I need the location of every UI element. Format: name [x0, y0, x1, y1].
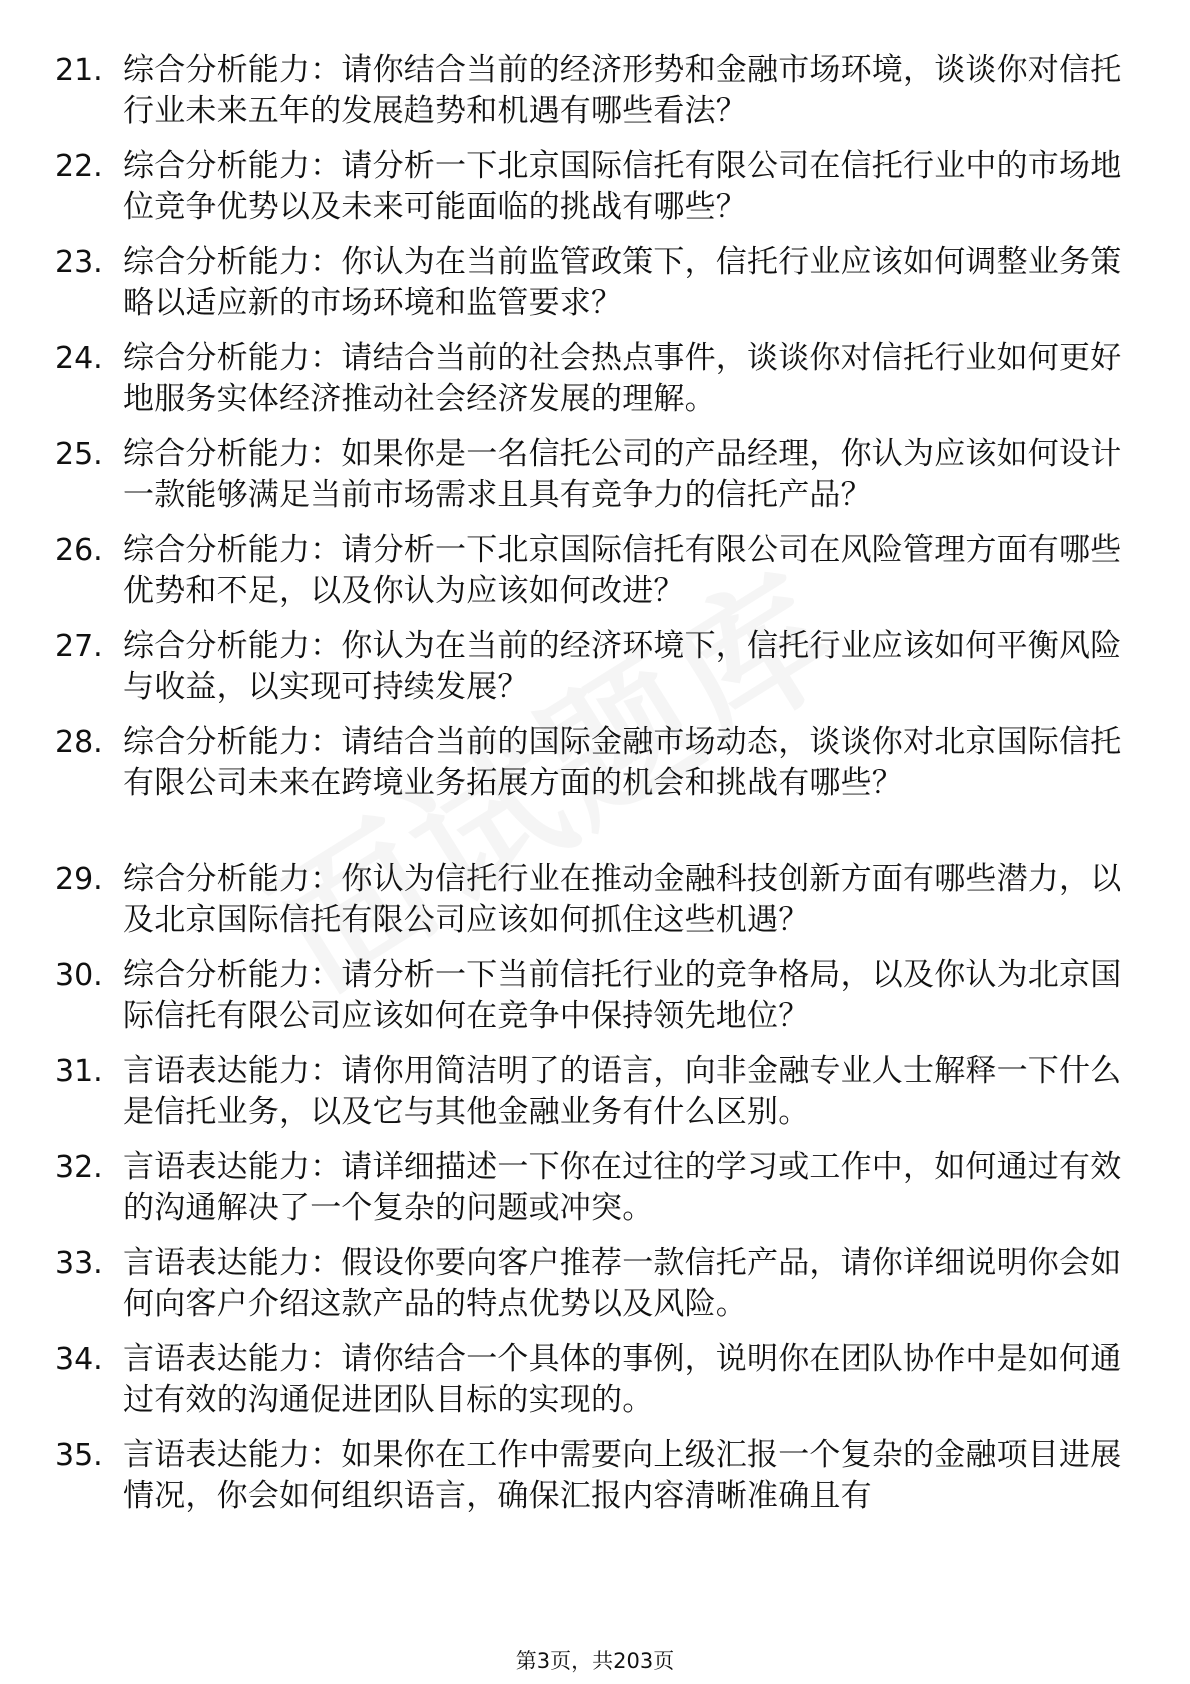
question-number: 32.: [55, 1150, 103, 1185]
question-list: [55, 50, 1135, 1525]
question-text: 综合分析能力：请结合当前的社会热点事件，谈谈你对信托行业如何更好地服务实体经济推动社会经济发展的理解。: [123, 340, 1122, 417]
question-number: 33.: [55, 1246, 103, 1281]
question-number: 28.: [55, 725, 103, 760]
question-number: 26.: [55, 533, 103, 568]
question-text: 综合分析能力：请分析一下北京国际信托有限公司在信托行业中的市场地位竞争优势以及未来可能面临的挑战有哪些？: [123, 148, 1122, 225]
question-text: 言语表达能力：请你结合一个具体的事例，说明你在团队协作中是如何通过有效的沟通促进团队目标的实现的。: [123, 1341, 1122, 1418]
question-number: 30.: [55, 958, 103, 993]
question-text: 综合分析能力：请你结合当前的经济形势和金融市场环境，谈谈你对信托行业未来五年的发展趋势和机遇有哪些看法？: [123, 52, 1122, 129]
question-item: [55, 1051, 1135, 1147]
question-item: [55, 722, 1135, 859]
question-number: 27.: [55, 629, 103, 664]
question-text: 言语表达能力：请详细描述一下你在过往的学习或工作中，如何通过有效的沟通解决了一个复杂的问题或冲突。: [123, 1149, 1122, 1226]
question-number: 25.: [55, 437, 103, 472]
question-text: 综合分析能力：你认为信托行业在推动金融科技创新方面有哪些潜力，以及北京国际信托有限公司应该如何抓住这些机遇？: [123, 861, 1122, 938]
page-footer: [0, 1648, 1190, 1674]
question-number: 24.: [55, 341, 103, 376]
question-item: [55, 626, 1135, 722]
question-item: [55, 859, 1135, 955]
question-number: 21.: [55, 53, 103, 88]
question-item: [55, 50, 1135, 146]
question-item: [55, 242, 1135, 338]
question-number: 29.: [55, 862, 103, 897]
question-item: [55, 530, 1135, 626]
question-text: 综合分析能力：请结合当前的国际金融市场动态，谈谈你对北京国际信托有限公司未来在跨境业务拓展方面的机会和挑战有哪些？: [123, 724, 1122, 801]
question-text: 言语表达能力：如果你在工作中需要向上级汇报一个复杂的金融项目进展情况，你会如何组织语言，确保汇报内容清晰准确且有: [123, 1437, 1122, 1514]
question-number: 34.: [55, 1342, 103, 1377]
question-item: [55, 1243, 1135, 1339]
question-text: 综合分析能力：如果你是一名信托公司的产品经理，你认为应该如何设计一款能够满足当前市场需求且具有竞争力的信托产品？: [123, 436, 1122, 513]
page-number-label: 第3页，共203页: [515, 1649, 675, 1673]
question-item: [55, 434, 1135, 530]
question-item: [55, 1339, 1135, 1435]
question-text: 言语表达能力：请你用简洁明了的语言，向非金融专业人士解释一下什么是信托业务，以及它与其他金融业务有什么区别。: [123, 1053, 1122, 1130]
question-item: [55, 955, 1135, 1051]
question-text: 综合分析能力：你认为在当前监管政策下，信托行业应该如何调整业务策略以适应新的市场环境和监管要求？: [123, 244, 1122, 321]
question-text: 综合分析能力：你认为在当前的经济环境下，信托行业应该如何平衡风险与收益，以实现可持续发展？: [123, 628, 1122, 705]
question-text: 综合分析能力：请分析一下当前信托行业的竞争格局，以及你认为北京国际信托有限公司应该如何在竞争中保持领先地位？: [123, 957, 1122, 1034]
question-number: 31.: [55, 1054, 103, 1089]
question-number: 23.: [55, 245, 103, 280]
question-item: [55, 146, 1135, 242]
question-number: 22.: [55, 149, 103, 184]
question-item: [55, 1147, 1135, 1243]
question-item: [55, 338, 1135, 434]
question-number: 35.: [55, 1438, 103, 1473]
question-text: 言语表达能力：假设你要向客户推荐一款信托产品，请你详细说明你会如何向客户介绍这款产品的特点优势以及风险。: [123, 1245, 1122, 1322]
question-item: [55, 1435, 1135, 1525]
question-text: 综合分析能力：请分析一下北京国际信托有限公司在风险管理方面有哪些优势和不足，以及你认为应该如何改进？: [123, 532, 1122, 609]
